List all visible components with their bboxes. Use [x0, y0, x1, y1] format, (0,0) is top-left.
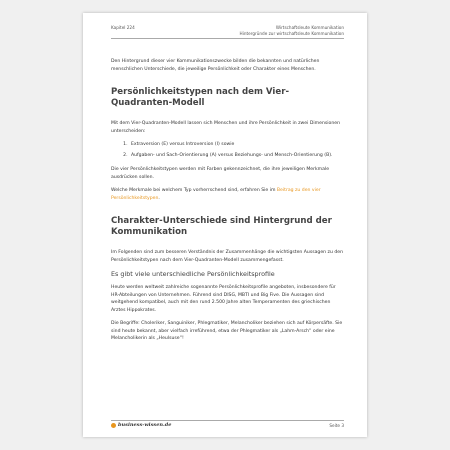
footer-logo-text: business-wissen.de [118, 422, 172, 428]
footer-logo [111, 422, 171, 428]
section1-paragraph3 [111, 187, 343, 202]
page-number: Seite 3 [329, 423, 344, 428]
section2-subheading: Es gibt viele unterschiedliche Persönlichkeitsprofile [111, 270, 275, 278]
persoenlichkeitstypen-link[interactable]: Beitrag zu den vier Persönlichkeitstypen [111, 188, 321, 201]
section2-paragraph3: Die Begriffe: Choleriker, Sanguiniker, Phlegmatiker, Melancholiker beziehen sich auf Körpersäfte. Sie sind heute bekannt, aber vielfach irreführend, etwa der Phlegmatiker als „Lahm-Arsch“ oder eine Melancholikerin als „Heulsuse“! [111, 321, 343, 341]
paragraph3-end: . [158, 195, 160, 201]
header-title-line2: Hintergründe zur wirtschaftsleute Kommunikation [239, 31, 344, 36]
header-chapter: Kapitel 224 [111, 25, 135, 30]
section1-heading: Persönlichkeitstypen nach dem Vier-Quadranten-Modell [111, 87, 290, 108]
footer-divider [111, 420, 344, 421]
section2-paragraph2: Heute werden weltweit zahlreiche sogenannte Persönlichkeitsprofile angeboten, insbesondere für HR-Abteilungen von Unternehmen. Führend sind DISG, MBTI und Big Five. Die Aussagen sind weitgehend kompatibel, auch mit den rund 2.500 Jahre alten Temperamenten des griechischen Arztes Hippokrates. [111, 285, 336, 313]
paragraph3-text: Welche Merkmale bei welchem Typ vorherrschend sind, erfahren Sie im [111, 188, 277, 193]
list-item: 2. Aufgaben- und Sach-Orientierung (A) versus Beziehungs- und Mensch-Orientierung (B). [129, 152, 343, 160]
intro-paragraph: Den Hintergrund dieser vier Kommunikationszwecke bilden die bekannten und natürlichen menschlichen Unterschiede, die jeweilige Persönlichkeit oder Charakter eines Menschen. [111, 59, 320, 72]
logo-dot-icon [111, 423, 116, 428]
page-content [111, 58, 343, 349]
header-divider [111, 38, 344, 39]
section2-paragraph1: Im Folgenden sind zum besseren Verständnis der Zusammenhänge die wichtigsten Aussagen zu den Persönlichkeitstypen nach dem Vier-Quadranten-Modell zusammengefasst. [111, 250, 343, 263]
dimensions-list [111, 141, 343, 159]
header-title-line1: Wirtschaftsleute Kommunikation [275, 25, 344, 30]
section1-paragraph1: Mit dem Vier-Quadranten-Modell lassen sich Menschen und ihre Persönlichkeit in zwei Dimensionen unterscheiden: [111, 121, 340, 134]
section1-paragraph2: Die vier Persönlichkeitstypen werden mit Farben gekennzeichnet, die ihre jeweiligen Merkmale ausdrücken sollen. [111, 167, 330, 180]
list-item: 1. Extraversion (E) versus Introversion (I) sowie [129, 141, 343, 149]
section2-heading: Charakter-Unterschiede sind Hintergrund der Kommunikation [111, 216, 332, 237]
header-title [240, 25, 344, 37]
document-page [83, 13, 367, 437]
